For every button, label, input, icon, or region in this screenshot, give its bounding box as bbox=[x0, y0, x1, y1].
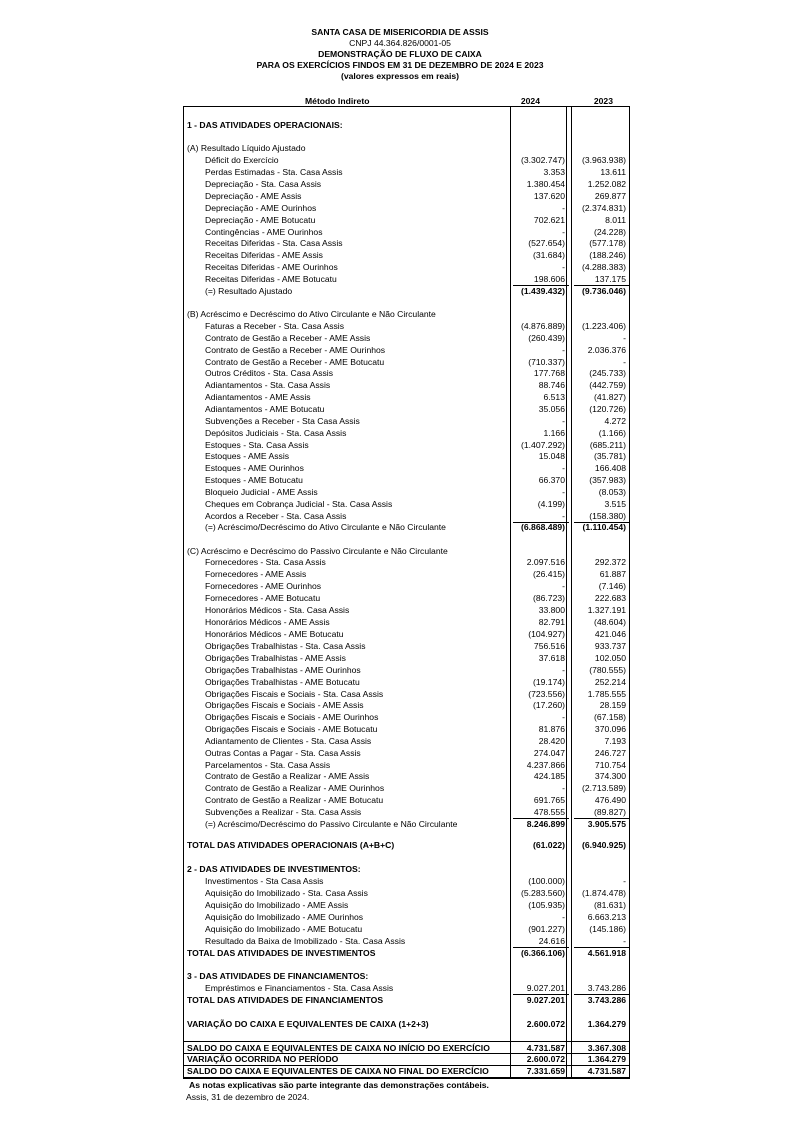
value-2023: 3.515 bbox=[604, 499, 626, 509]
value-2024: 37.618 bbox=[538, 653, 565, 663]
table-header-row bbox=[0, 96, 800, 107]
table-row bbox=[0, 1066, 800, 1077]
table-row bbox=[0, 227, 800, 238]
table-row bbox=[0, 487, 800, 498]
summary-rule bbox=[183, 1053, 630, 1054]
value-2024: 6.513 bbox=[543, 392, 565, 402]
row-label: Fornecedores - AME Botucatu bbox=[205, 593, 321, 603]
value-2024: (710.337) bbox=[528, 357, 565, 367]
value-2024: (26.415) bbox=[532, 569, 565, 579]
value-2023: 137.175 bbox=[594, 274, 626, 284]
value-2023: 3.905.575 bbox=[587, 819, 626, 829]
row-label: Obrigações Trabalhistas - AME Assis bbox=[205, 653, 346, 663]
value-2024: (61.022) bbox=[532, 840, 565, 850]
value-2023: (577.178) bbox=[589, 238, 626, 248]
table-row bbox=[0, 936, 800, 947]
value-2023: (1.223.406) bbox=[582, 321, 626, 331]
table-row bbox=[0, 581, 800, 592]
table-row bbox=[0, 864, 800, 875]
document-title: DEMONSTRAÇÃO DE FLUXO DE CAIXA bbox=[318, 49, 482, 59]
value-2024: (105.935) bbox=[528, 900, 565, 910]
row-label: 2 - DAS ATIVIDADES DE INVESTIMENTOS: bbox=[187, 864, 361, 874]
table-row bbox=[0, 262, 800, 273]
row-label: Obrigações Fiscais e Sociais - Sta. Casa Assis bbox=[205, 689, 384, 699]
table-row bbox=[0, 819, 800, 830]
table-row bbox=[0, 840, 800, 851]
value-2023: (685.211) bbox=[589, 440, 626, 450]
value-2024: 198.606 bbox=[533, 274, 565, 284]
table-row bbox=[0, 286, 800, 297]
value-2023: (1.110.454) bbox=[582, 522, 626, 532]
row-label: (A) Resultado Líquido Ajustado bbox=[187, 143, 306, 153]
row-label: Estoques - AME Botucatu bbox=[205, 475, 303, 485]
value-2024: (901.227) bbox=[528, 924, 565, 934]
table-row bbox=[0, 771, 800, 782]
column-2023-header: 2023 bbox=[593, 96, 613, 106]
table-row bbox=[0, 309, 800, 320]
table-row bbox=[0, 191, 800, 202]
row-label: Receitas Diferidas - AME Botucatu bbox=[205, 274, 337, 284]
value-2023: (89.827) bbox=[593, 807, 626, 817]
table-row bbox=[0, 712, 800, 723]
value-2023: (81.631) bbox=[593, 900, 626, 910]
table-row bbox=[0, 912, 800, 923]
table-row bbox=[0, 888, 800, 899]
value-2024: 2.600.072 bbox=[526, 1054, 565, 1064]
value-2023: (24.228) bbox=[593, 227, 626, 237]
row-label: TOTAL DAS ATIVIDADES DE FINANCIAMENTOS bbox=[187, 995, 384, 1005]
value-2024: - bbox=[562, 665, 565, 675]
table-row bbox=[0, 995, 800, 1006]
row-label: Depreciação - AME Botucatu bbox=[205, 215, 316, 225]
row-label: Resultado da Baixa de Imobilizado - Sta. Casa Assis bbox=[205, 936, 406, 946]
value-2024: 15.048 bbox=[538, 451, 565, 461]
table-row bbox=[0, 569, 800, 580]
value-2024: (5.283.560) bbox=[521, 888, 565, 898]
value-2023: 1.785.555 bbox=[587, 689, 626, 699]
row-label: Obrigações Trabalhistas - Sta. Casa Assis bbox=[205, 641, 366, 651]
table-row bbox=[0, 440, 800, 451]
row-label: Obrigações Fiscais e Sociais - AME Ourinhos bbox=[205, 712, 379, 722]
table-row bbox=[0, 653, 800, 664]
value-2024: (86.723) bbox=[532, 593, 565, 603]
value-2024: (31.684) bbox=[532, 250, 565, 260]
row-label: Aquisição do Imobilizado - AME Assis bbox=[205, 900, 349, 910]
value-2023: (3.963.938) bbox=[582, 155, 626, 165]
table-row bbox=[0, 368, 800, 379]
value-2023: (7.146) bbox=[598, 581, 626, 591]
row-label: SALDO DO CAIXA E EQUIVALENTES DE CAIXA NO INÍCIO DO EXERCÍCIO bbox=[187, 1043, 490, 1053]
value-2023: 1.364.279 bbox=[587, 1019, 626, 1029]
value-2024: 1.380.454 bbox=[526, 179, 565, 189]
row-label: Depósitos Judiciais - Sta. Casa Assis bbox=[205, 428, 347, 438]
value-2024: 66.370 bbox=[538, 475, 565, 485]
value-2023: (9.736.046) bbox=[582, 286, 626, 296]
value-2024: (17.260) bbox=[532, 700, 565, 710]
value-2023: 3.743.286 bbox=[587, 983, 626, 993]
table-row bbox=[0, 345, 800, 356]
row-label: Adiantamento de Clientes - Sta. Casa Assis bbox=[205, 736, 372, 746]
row-label: TOTAL DAS ATIVIDADES OPERACIONAIS (A+B+C) bbox=[187, 840, 395, 850]
value-2023: - bbox=[623, 876, 626, 886]
value-2023: (1.874.478) bbox=[582, 888, 626, 898]
value-2024: 177.768 bbox=[533, 368, 565, 378]
value-2024: (1.407.292) bbox=[521, 440, 565, 450]
row-label: Adiantamentos - Sta. Casa Assis bbox=[205, 380, 331, 390]
table-row bbox=[0, 700, 800, 711]
place-date: Assis, 31 de dezembro de 2024. bbox=[186, 1092, 310, 1102]
value-2023: (1.166) bbox=[598, 428, 626, 438]
row-label: Contrato de Gestão a Receber - AME Assis bbox=[205, 333, 371, 343]
table-row bbox=[0, 689, 800, 700]
row-label: Aquisição do Imobilizado - AME Ourinhos bbox=[205, 912, 364, 922]
value-2023: (2.713.589) bbox=[582, 783, 626, 793]
value-2023: 61.887 bbox=[599, 569, 626, 579]
value-2024: (100.000) bbox=[528, 876, 565, 886]
value-2024: (104.927) bbox=[528, 629, 565, 639]
row-label: Honorários Médicos - AME Assis bbox=[205, 617, 330, 627]
row-label: Parcelamentos - Sta. Casa Assis bbox=[205, 760, 331, 770]
table-row bbox=[0, 357, 800, 368]
value-2023: 476.490 bbox=[594, 795, 626, 805]
table-row bbox=[0, 499, 800, 510]
value-2024: 9.027.201 bbox=[526, 983, 565, 993]
value-2023: 7.193 bbox=[604, 736, 626, 746]
row-label: Contrato de Gestão a Realizar - AME Ourinhos bbox=[205, 783, 385, 793]
row-label: Cheques em Cobrança Judicial - Sta. Casa Assis bbox=[205, 499, 393, 509]
table-row bbox=[0, 215, 800, 226]
table-row bbox=[0, 1054, 800, 1065]
table-row bbox=[0, 546, 800, 557]
row-label: Receitas Diferidas - Sta. Casa Assis bbox=[205, 238, 343, 248]
value-2023: 8.011 bbox=[605, 215, 626, 225]
value-2024: 88.746 bbox=[538, 380, 565, 390]
value-2024: - bbox=[562, 227, 565, 237]
entity-name: SANTA CASA DE MISERICORDIA DE ASSIS bbox=[311, 27, 489, 37]
table-row bbox=[0, 250, 800, 261]
value-2023: 13.611 bbox=[600, 167, 626, 177]
value-2023: 933.737 bbox=[594, 641, 626, 651]
value-2024: 8.246.899 bbox=[526, 819, 565, 829]
row-label: Fornecedores - Sta. Casa Assis bbox=[205, 557, 326, 567]
table-row bbox=[0, 463, 800, 474]
row-label: Honorários Médicos - AME Botucatu bbox=[205, 629, 344, 639]
value-2023: 252.214 bbox=[594, 677, 626, 687]
row-label: Obrigações Trabalhistas - AME Ourinhos bbox=[205, 665, 361, 675]
table-row bbox=[0, 155, 800, 166]
row-label: Acordos a Receber - Sta. Casa Assis bbox=[205, 511, 347, 521]
value-2023: (41.827) bbox=[593, 392, 626, 402]
table-row bbox=[0, 522, 800, 533]
value-2023: (8.053) bbox=[598, 487, 626, 497]
value-2024: - bbox=[562, 262, 565, 272]
table-row bbox=[0, 593, 800, 604]
row-label: Obrigações Trabalhistas - AME Botucatu bbox=[205, 677, 360, 687]
summary-rule bbox=[183, 1077, 630, 1078]
value-2023: 3.367.308 bbox=[587, 1043, 626, 1053]
value-2024: 35.056 bbox=[538, 404, 565, 414]
table-row bbox=[0, 783, 800, 794]
value-2023: 421.046 bbox=[594, 629, 626, 639]
table-row bbox=[0, 274, 800, 285]
row-label: Contrato de Gestão a Realizar - AME Assis bbox=[205, 771, 370, 781]
table-row bbox=[0, 451, 800, 462]
row-label: Outros Créditos - Sta. Casa Assis bbox=[205, 368, 333, 378]
value-2024: - bbox=[562, 345, 565, 355]
row-label: (=) Resultado Ajustado bbox=[205, 286, 293, 296]
value-2023: (35.781) bbox=[593, 451, 626, 461]
value-2024: 7.331.659 bbox=[526, 1066, 565, 1076]
row-label: Estoques - Sta. Casa Assis bbox=[205, 440, 309, 450]
value-2024: 274.047 bbox=[533, 748, 565, 758]
cnpj: CNPJ 44.364.826/0001-05 bbox=[349, 38, 451, 48]
table-row bbox=[0, 333, 800, 344]
row-label: Aquisição do Imobilizado - AME Botucatu bbox=[205, 924, 363, 934]
value-2024: (260.439) bbox=[528, 333, 565, 343]
table-row bbox=[0, 511, 800, 522]
summary-rule bbox=[183, 1065, 630, 1066]
table-row bbox=[0, 677, 800, 688]
value-2024: (4.876.889) bbox=[521, 321, 565, 331]
value-2024: 1.166 bbox=[543, 428, 565, 438]
row-label: Adiantamentos - AME Botucatu bbox=[205, 404, 325, 414]
table-row bbox=[0, 1019, 800, 1030]
table-row bbox=[0, 557, 800, 568]
row-label: Receitas Diferidas - AME Ourinhos bbox=[205, 262, 338, 272]
value-2023: (357.983) bbox=[589, 475, 626, 485]
value-2023: - bbox=[623, 333, 626, 343]
row-label: Obrigações Fiscais e Sociais - AME Assis bbox=[205, 700, 364, 710]
row-label: Outras Contas a Pagar - Sta. Casa Assis bbox=[205, 748, 361, 758]
row-label: Honorários Médicos - Sta. Casa Assis bbox=[205, 605, 350, 615]
value-2024: - bbox=[562, 511, 565, 521]
value-2023: (780.555) bbox=[589, 665, 626, 675]
row-label: Perdas Estimadas - Sta. Casa Assis bbox=[205, 167, 343, 177]
table-row bbox=[0, 760, 800, 771]
row-label: 3 - DAS ATIVIDADES DE FINANCIAMENTOS: bbox=[187, 971, 369, 981]
row-label: Fornecedores - AME Assis bbox=[205, 569, 307, 579]
row-label: (=) Acréscimo/Decréscimo do Passivo Circulante e Não Circulante bbox=[205, 819, 458, 829]
value-2023: 1.252.082 bbox=[587, 179, 626, 189]
value-2024: 2.097.516 bbox=[526, 557, 565, 567]
value-2023: (48.604) bbox=[593, 617, 626, 627]
row-label: (B) Acréscimo e Decréscimo do Ativo Circulante e Não Circulante bbox=[187, 309, 436, 319]
table-row bbox=[0, 983, 800, 994]
value-2024: 28.420 bbox=[538, 736, 565, 746]
value-2023: 370.096 bbox=[594, 724, 626, 734]
value-2024: - bbox=[562, 912, 565, 922]
value-2023: 2.036.376 bbox=[587, 345, 626, 355]
value-2023: (2.374.831) bbox=[582, 203, 626, 213]
value-2024: 33.800 bbox=[538, 605, 565, 615]
table-row bbox=[0, 924, 800, 935]
row-label: VARIAÇÃO DO CAIXA E EQUIVALENTES DE CAIXA (1+2+3) bbox=[187, 1019, 429, 1029]
value-2024: (1.439.432) bbox=[521, 286, 565, 296]
table-row bbox=[0, 143, 800, 154]
value-2024: (3.302.747) bbox=[521, 155, 565, 165]
table-row bbox=[0, 876, 800, 887]
row-label: Bloqueio Judicial - AME Assis bbox=[205, 487, 318, 497]
row-label: Depreciação - AME Ourinhos bbox=[205, 203, 317, 213]
value-2023: (120.726) bbox=[589, 404, 626, 414]
table-row bbox=[0, 167, 800, 178]
table-row bbox=[0, 900, 800, 911]
document-header bbox=[0, 27, 800, 82]
value-2023: 222.683 bbox=[594, 593, 626, 603]
value-2024: - bbox=[562, 463, 565, 473]
value-2024: (6.366.106) bbox=[521, 948, 565, 958]
value-2023: 374.300 bbox=[594, 771, 626, 781]
value-2023: 6.663.213 bbox=[587, 912, 626, 922]
value-2024: (6.868.489) bbox=[521, 522, 565, 532]
value-2024: - bbox=[562, 712, 565, 722]
value-2024: - bbox=[562, 487, 565, 497]
value-2024: 702.621 bbox=[533, 215, 565, 225]
row-label: Depreciação - Sta. Casa Assis bbox=[205, 179, 322, 189]
column-2024-header: 2024 bbox=[520, 96, 540, 106]
row-label: (C) Acréscimo e Decréscimo do Passivo Circulante e Não Circulante bbox=[187, 546, 448, 556]
table-row bbox=[0, 605, 800, 616]
row-label: Empréstimos e Financiamentos - Sta. Casa Assis bbox=[205, 983, 394, 993]
value-2024: 137.620 bbox=[533, 191, 565, 201]
value-2024: (723.556) bbox=[528, 689, 565, 699]
table-row bbox=[0, 629, 800, 640]
row-label: Estoques - AME Assis bbox=[205, 451, 290, 461]
value-2023: 269.877 bbox=[594, 191, 626, 201]
period-label: PARA OS EXERCÍCIOS FINDOS EM 31 DE DEZEMBRO DE 2024 E 2023 bbox=[256, 60, 544, 70]
table-row bbox=[0, 641, 800, 652]
value-2024: - bbox=[562, 581, 565, 591]
value-2024: 3.353 bbox=[543, 167, 565, 177]
row-label: 1 - DAS ATIVIDADES OPERACIONAIS: bbox=[187, 120, 343, 130]
table-row bbox=[0, 807, 800, 818]
value-2023: 166.408 bbox=[594, 463, 626, 473]
row-label: Depreciação - AME Assis bbox=[205, 191, 302, 201]
row-label: Contrato de Gestão a Receber - AME Ourinhos bbox=[205, 345, 386, 355]
value-2024: (527.654) bbox=[528, 238, 565, 248]
value-2024: 424.185 bbox=[533, 771, 565, 781]
value-2023: (6.940.925) bbox=[582, 840, 626, 850]
value-2024: 81.876 bbox=[538, 724, 565, 734]
value-2023: (442.759) bbox=[589, 380, 626, 390]
value-2023: 1.327.191 bbox=[587, 605, 626, 615]
row-label: TOTAL DAS ATIVIDADES DE INVESTIMENTOS bbox=[187, 948, 376, 958]
table-row bbox=[0, 238, 800, 249]
table-row bbox=[0, 380, 800, 391]
row-label: SALDO DO CAIXA E EQUIVALENTES DE CAIXA NO FINAL DO EXERCÍCIO bbox=[187, 1066, 489, 1076]
row-label: (=) Acréscimo/Decréscimo do Ativo Circulante e Não Circulante bbox=[205, 522, 446, 532]
table-row bbox=[0, 617, 800, 628]
table-row bbox=[0, 179, 800, 190]
value-2023: (245.733) bbox=[589, 368, 626, 378]
table-row bbox=[0, 724, 800, 735]
row-label: Déficit do Exercício bbox=[205, 155, 279, 165]
value-2023: - bbox=[623, 357, 626, 367]
footnote: As notas explicativas são parte integrante das demonstrações contábeis. bbox=[189, 1080, 489, 1090]
row-label: Receitas Diferidas - AME Assis bbox=[205, 250, 323, 260]
row-label: Contingências - AME Ourinhos bbox=[205, 227, 323, 237]
row-label: Fornecedores - AME Ourinhos bbox=[205, 581, 322, 591]
value-2023: 1.364.279 bbox=[587, 1054, 626, 1064]
row-label: Contrato de Gestão a Receber - AME Botucatu bbox=[205, 357, 385, 367]
value-2023: 4.731.587 bbox=[587, 1066, 626, 1076]
value-2023: 3.743.286 bbox=[587, 995, 626, 1005]
value-2023: 4.272 bbox=[604, 416, 626, 426]
table-row bbox=[0, 971, 800, 982]
value-2024: - bbox=[562, 416, 565, 426]
value-2023: (188.246) bbox=[589, 250, 626, 260]
table-row bbox=[0, 665, 800, 676]
value-2024: 4.731.587 bbox=[526, 1043, 565, 1053]
value-2023: 292.372 bbox=[594, 557, 626, 567]
method-label: Método Indireto bbox=[305, 96, 370, 106]
value-2024: (4.199) bbox=[537, 499, 565, 509]
value-2024: - bbox=[562, 203, 565, 213]
table-row bbox=[0, 795, 800, 806]
row-label: Subvenções a Receber - Sta Casa Assis bbox=[205, 416, 360, 426]
value-2023: (145.186) bbox=[589, 924, 626, 934]
row-label: Obrigações Fiscais e Sociais - AME Botucatu bbox=[205, 724, 378, 734]
table-row bbox=[0, 392, 800, 403]
units-note: (valores expressos em reais) bbox=[341, 71, 459, 81]
row-label: Estoques - AME Ourinhos bbox=[205, 463, 304, 473]
value-2023: 710.754 bbox=[594, 760, 626, 770]
value-2023: 4.561.918 bbox=[587, 948, 626, 958]
table-row bbox=[0, 120, 800, 131]
value-2024: 4.237.866 bbox=[526, 760, 565, 770]
value-2024: 24.616 bbox=[538, 936, 565, 946]
row-label: Investimentos - Sta Casa Assis bbox=[205, 876, 324, 886]
row-label: Aquisição do Imobilizado - Sta. Casa Assis bbox=[205, 888, 368, 898]
value-2024: 9.027.201 bbox=[526, 995, 565, 1005]
row-label: VARIAÇÃO OCORRIDA NO PERÍODO bbox=[187, 1054, 339, 1064]
value-2023: 102.050 bbox=[594, 653, 626, 663]
table-row bbox=[0, 428, 800, 439]
value-2023: - bbox=[623, 936, 626, 946]
value-2024: (19.174) bbox=[532, 677, 565, 687]
table-row bbox=[0, 475, 800, 486]
value-2024: - bbox=[562, 783, 565, 793]
summary-rule bbox=[183, 1041, 630, 1042]
table-row bbox=[0, 948, 800, 959]
value-2024: 756.516 bbox=[533, 641, 565, 651]
value-2023: (67.158) bbox=[593, 712, 626, 722]
table-row bbox=[0, 748, 800, 759]
row-label: Faturas a Receber - Sta. Casa Assis bbox=[205, 321, 344, 331]
row-label: Adiantamentos - AME Assis bbox=[205, 392, 311, 402]
value-2024: 478.555 bbox=[533, 807, 565, 817]
value-2023: (4.288.383) bbox=[582, 262, 626, 272]
table-row bbox=[0, 321, 800, 332]
table-row bbox=[0, 203, 800, 214]
table-row bbox=[0, 416, 800, 427]
row-label: Subvenções a Realizar - Sta. Casa Assis bbox=[205, 807, 362, 817]
value-2023: (158.380) bbox=[589, 511, 626, 521]
value-2024: 2.600.072 bbox=[526, 1019, 565, 1029]
value-2023: 28.159 bbox=[599, 700, 626, 710]
value-2024: 82.791 bbox=[538, 617, 565, 627]
table-row bbox=[0, 404, 800, 415]
value-2024: 691.765 bbox=[533, 795, 565, 805]
row-label: Contrato de Gestão a Realizar - AME Botucatu bbox=[205, 795, 384, 805]
table-row bbox=[0, 736, 800, 747]
value-2023: 246.727 bbox=[594, 748, 626, 758]
